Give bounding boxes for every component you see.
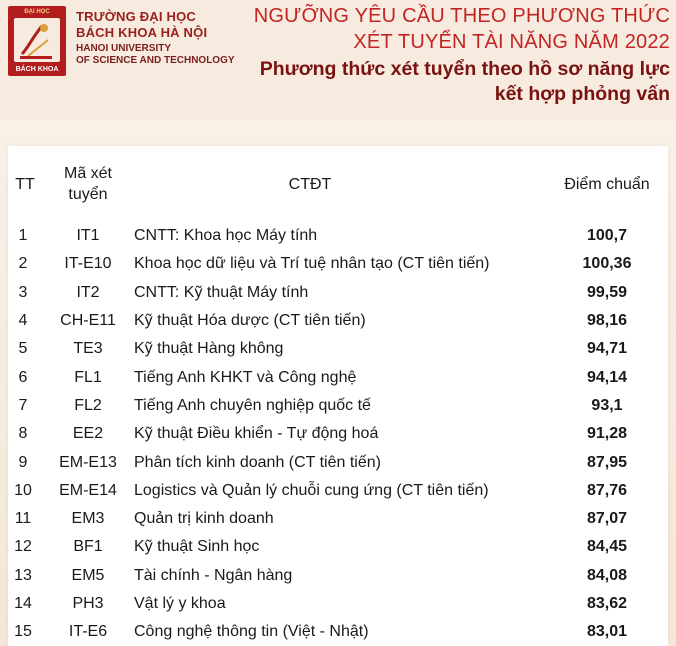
row-code: IT2: [76, 283, 100, 301]
table-row: [8, 420, 668, 448]
row-tt: 11: [14, 510, 32, 528]
heading-line3: Phương thức xét tuyển theo hồ sơ năng lực: [259, 58, 670, 80]
heading-line1: NGƯỠNG YÊU CẦU THEO PHƯƠNG THỨC: [253, 5, 670, 27]
table-row: [8, 250, 668, 278]
row-score: 84,45: [586, 538, 628, 556]
score-table: [8, 146, 668, 646]
row-program: Logistics và Quản lý chuỗi cung ứng (CT tiên tiến): [134, 481, 489, 499]
row-program: Quản trị kinh doanh: [134, 510, 274, 528]
row-program: CNTT: Kỹ thuật Máy tính: [134, 283, 309, 301]
logo-emblem-icon: [14, 18, 60, 62]
row-code: CH-E11: [60, 312, 116, 330]
row-code: IT-E6: [68, 623, 108, 641]
heading-line2: XÉT TUYỂN TÀI NĂNG NĂM 2022: [353, 31, 670, 53]
row-code: EM-E13: [59, 453, 117, 471]
row-tt: 6: [18, 368, 28, 386]
header-code-line2: tuyển: [68, 186, 108, 203]
table-row: [8, 335, 668, 363]
row-tt: 13: [14, 566, 32, 584]
row-score: 100,36: [582, 255, 632, 273]
row-program: Tài chính - Ngân hàng: [134, 566, 293, 584]
row-code: IT1: [76, 227, 100, 245]
row-tt: 12: [14, 538, 32, 556]
row-program: Công nghệ thông tin (Việt - Nhật): [134, 623, 369, 641]
header-code: [42, 146, 134, 222]
row-program: Kỹ thuật Hóa dược (CT tiên tiến): [134, 312, 366, 330]
row-score: 87,07: [586, 510, 628, 528]
row-score: 91,28: [586, 425, 628, 443]
row-code: FL2: [74, 396, 102, 414]
row-code: IT-E10: [64, 255, 112, 273]
row-tt: 1: [18, 227, 28, 245]
row-code: FL1: [74, 368, 102, 386]
row-program: Tiếng Anh chuyên nghiệp quốc tế: [134, 396, 371, 414]
row-score: 94,14: [586, 368, 628, 386]
table-row: [8, 448, 668, 476]
row-code: EM3: [71, 510, 105, 528]
row-code: EM5: [71, 566, 105, 584]
table-row: [8, 562, 668, 590]
row-tt: 15: [14, 623, 32, 641]
row-tt: 4: [18, 312, 28, 330]
school-name: [76, 9, 235, 67]
row-score: 83,62: [586, 595, 628, 612]
table-row: [8, 392, 668, 420]
row-program: Kỹ thuật Sinh học: [134, 538, 260, 556]
header-program: CTĐT: [288, 175, 332, 193]
university-logo: [8, 6, 66, 76]
row-code: EE2: [72, 425, 104, 443]
row-code: PH3: [72, 595, 104, 612]
row-score: 87,95: [586, 453, 628, 471]
row-program: CNTT: Khoa học Máy tính: [134, 227, 318, 245]
row-tt: 10: [14, 481, 32, 499]
table-row: [8, 307, 668, 335]
row-code: EM-E14: [59, 481, 117, 499]
row-tt: 9: [18, 453, 28, 471]
logo-top-text: ĐẠI HỌC: [24, 9, 50, 15]
row-score: 100,7: [586, 227, 628, 245]
row-score: 84,08: [586, 566, 628, 584]
school-name-vn-line2: BÁCH KHOA HÀ NỘI: [76, 25, 208, 40]
row-score: 93,1: [591, 396, 623, 414]
table-row: [8, 505, 668, 533]
row-score: 83,01: [586, 623, 628, 641]
row-program: Phân tích kinh doanh (CT tiên tiến): [134, 453, 381, 471]
score-table-panel: [8, 146, 668, 646]
row-code: BF1: [73, 538, 103, 556]
row-tt: 14: [14, 595, 32, 612]
table-row: [8, 222, 668, 250]
row-score: 98,16: [586, 312, 628, 330]
table-row: [8, 590, 668, 618]
row-tt: 7: [18, 396, 28, 414]
header-code-line1: Mã xét: [63, 165, 112, 182]
table-header-row: [8, 146, 668, 222]
table-row: [8, 279, 668, 307]
row-tt: 2: [18, 255, 28, 273]
table-row: [8, 618, 668, 646]
row-program: Vật lý y khoa: [134, 595, 226, 612]
row-program: Kỹ thuật Điều khiển - Tự động hoá: [134, 425, 379, 443]
page-heading: [230, 3, 670, 107]
table-row: [8, 477, 668, 505]
header-score: Điểm chuẩn: [564, 175, 650, 193]
school-name-en-line1: HANOI UNIVERSITY: [76, 43, 172, 54]
row-program: Khoa học dữ liệu và Trí tuệ nhân tạo (CT tiên tiến): [134, 255, 490, 273]
row-program: Kỹ thuật Hàng không: [134, 340, 284, 358]
row-tt: 3: [18, 283, 28, 301]
table-row: [8, 533, 668, 561]
logo-bottom-text: BÁCH KHOA: [15, 66, 59, 73]
row-tt: 5: [18, 340, 28, 358]
school-name-en-line2: OF SCIENCE AND TECHNOLOGY: [76, 55, 235, 66]
table-row: [8, 363, 668, 391]
row-score: 87,76: [586, 481, 628, 499]
row-score: 99,59: [586, 283, 628, 301]
row-tt: 8: [18, 425, 28, 443]
school-name-vn-line1: TRƯỜNG ĐẠI HỌC: [76, 9, 197, 24]
row-code: TE3: [73, 340, 103, 358]
header-tt: TT: [15, 175, 35, 193]
row-program: Tiếng Anh KHKT và Công nghệ: [134, 368, 357, 386]
heading-line4: kết hợp phỏng vấn: [494, 83, 670, 105]
row-score: 94,71: [586, 340, 628, 358]
